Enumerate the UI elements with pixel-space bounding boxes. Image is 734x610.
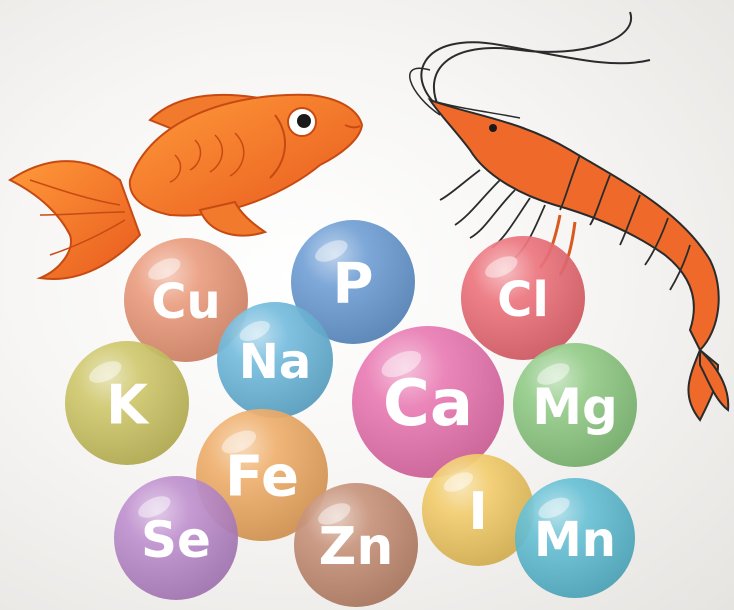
mineral-symbol: Mn (534, 512, 616, 568)
mineral-ball-zn (294, 483, 418, 607)
mineral-symbol: Zn (318, 517, 394, 577)
mineral-ball-k (65, 341, 189, 465)
mineral-symbol: Se (141, 511, 211, 569)
mineral-ball-se (114, 476, 238, 600)
mineral-balls (65, 220, 637, 607)
mineral-ball-cl (461, 236, 585, 360)
mineral-symbol: Fe (225, 444, 299, 510)
mineral-ball-mn (515, 478, 635, 598)
mineral-ball-mg (513, 343, 637, 467)
mineral-symbol: K (106, 373, 148, 437)
mineral-symbol: Mg (532, 378, 618, 436)
mineral-symbol: P (332, 251, 374, 317)
mineral-symbol: Ca (382, 367, 474, 441)
mineral-symbol: Cu (151, 274, 221, 330)
mineral-symbol: Na (238, 334, 312, 390)
mineral-ball-na (217, 302, 333, 418)
mineral-symbol: Cl (497, 272, 549, 328)
mineral-symbol: I (468, 482, 488, 542)
